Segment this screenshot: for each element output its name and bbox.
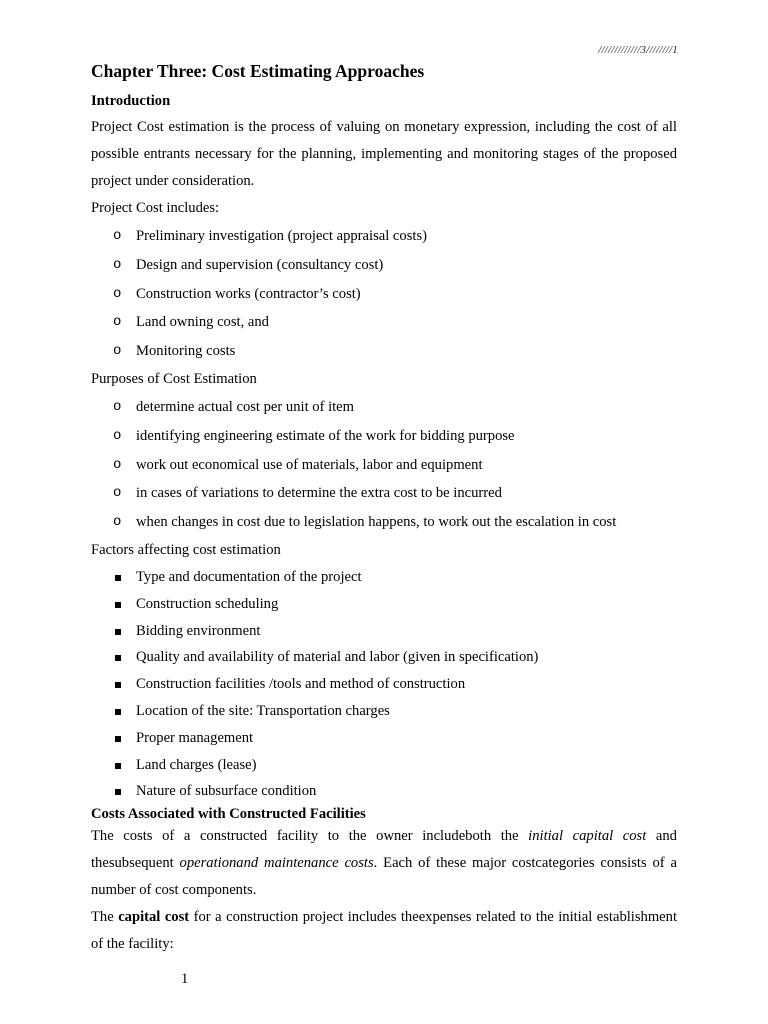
list-item	[91, 778, 677, 805]
text-run: The costs of a constructed facility to the owner includeboth the	[91, 828, 529, 845]
list-item-text: Nature of subsurface condition	[136, 783, 317, 800]
square-bullet-icon	[115, 575, 121, 581]
square-bullet-icon	[115, 763, 121, 769]
costs-paragraph-2	[91, 904, 677, 958]
purposes-list	[91, 393, 677, 537]
list-item	[91, 251, 677, 280]
project-cost-includes-label: Project Cost includes:	[91, 200, 220, 216]
square-bullet-icon	[115, 709, 121, 715]
square-bullet-icon	[115, 736, 121, 742]
list-item-text: in cases of variations to determine the extra cost to be incurred	[136, 485, 502, 502]
list-item	[91, 422, 677, 451]
hollow-bullet-icon: o	[113, 456, 122, 473]
italic-term-initial-capital-cost: initial capital cost	[528, 828, 647, 845]
list-item	[91, 618, 677, 645]
list-item-text: Land charges (lease)	[136, 756, 257, 773]
factors-list	[91, 564, 677, 805]
list-item	[91, 698, 677, 725]
list-item-text: Monitoring costs	[136, 343, 236, 360]
list-item-text: when changes in cost due to legislation happens, to work out the escalation in cost	[136, 514, 617, 531]
list-item-text: determine actual cost per unit of item	[136, 398, 355, 415]
list-item-text: work out economical use of materials, labor and equipment	[136, 456, 483, 473]
text-run: and thesubsequent	[91, 828, 677, 872]
factors-label: Factors affecting cost estimation	[91, 541, 281, 558]
hollow-bullet-icon: o	[113, 314, 122, 331]
hollow-bullet-icon: o	[113, 256, 122, 273]
costs-section-heading: Costs Associated with Constructed Facilities	[91, 806, 366, 823]
list-item	[91, 222, 677, 251]
list-item	[91, 337, 677, 366]
list-item-text: Proper management	[136, 729, 254, 746]
square-bullet-icon	[115, 789, 121, 795]
list-item	[91, 752, 677, 779]
list-item-text: Construction scheduling	[136, 595, 279, 612]
bold-term-capital-cost: capital cost	[118, 909, 190, 926]
list-item-text: Bidding environment	[136, 622, 261, 639]
list-item	[91, 280, 677, 309]
introduction-heading: Introduction	[91, 93, 171, 109]
list-item-text: Location of the site: Transportation charges	[136, 702, 390, 719]
hollow-bullet-icon: o	[113, 398, 122, 415]
hollow-bullet-icon: o	[113, 285, 122, 302]
list-item	[91, 451, 677, 480]
project-cost-includes-list	[91, 222, 677, 366]
list-item-text: Construction works (contractor’s cost)	[136, 285, 361, 302]
square-bullet-icon	[115, 602, 121, 608]
text-run: for a construction project includes theexpenses related to the initial establishment of the facility:	[91, 909, 678, 953]
hollow-bullet-icon: o	[113, 228, 122, 244]
square-bullet-icon	[115, 682, 121, 688]
purposes-label: Purposes of Cost Estimation	[91, 370, 257, 387]
document-body	[91, 58, 677, 958]
list-item	[91, 508, 677, 537]
list-item	[91, 393, 677, 422]
introduction-paragraph: Project Cost estimation is the process of valuing on monetary expression, including the cost of all possible entrants necessary for the planning, implementing and monitoring stages of the proposed project under consideration.	[91, 119, 677, 189]
list-item	[91, 644, 677, 671]
costs-paragraph-1	[91, 823, 677, 904]
square-bullet-icon	[115, 655, 121, 661]
list-item-text: Land owning cost, and	[136, 314, 269, 331]
list-item	[91, 479, 677, 508]
list-item	[91, 671, 677, 698]
list-item	[91, 591, 677, 618]
hollow-bullet-icon: o	[113, 343, 122, 360]
square-bullet-icon	[115, 629, 121, 635]
list-item	[91, 308, 677, 337]
chapter-title: Chapter Three: Cost Estimating Approaches	[91, 61, 425, 81]
italic-term-operation-maintenance: operationand maintenance costs	[179, 855, 374, 872]
list-item-text: Construction facilities /tools and method of construction	[136, 676, 466, 693]
running-header: /////////////3////////1	[598, 44, 678, 56]
text-run: The	[91, 909, 119, 926]
hollow-bullet-icon: o	[113, 514, 122, 531]
list-item-text: Preliminary investigation (project appraisal costs)	[136, 228, 427, 244]
list-item	[91, 564, 677, 591]
list-item-text: Quality and availability of material and labor (given in specification)	[136, 649, 539, 666]
list-item-text: Design and supervision (consultancy cost)	[136, 256, 384, 273]
page-number: 1	[181, 971, 189, 987]
list-item-text: Type and documentation of the project	[136, 568, 362, 585]
hollow-bullet-icon: o	[113, 485, 122, 502]
text-run: . Each of these major costcategories consists of a number of cost components.	[91, 855, 677, 899]
list-item	[91, 725, 677, 752]
list-item-text: identifying engineering estimate of the work for bidding purpose	[136, 427, 515, 444]
hollow-bullet-icon: o	[113, 427, 122, 444]
